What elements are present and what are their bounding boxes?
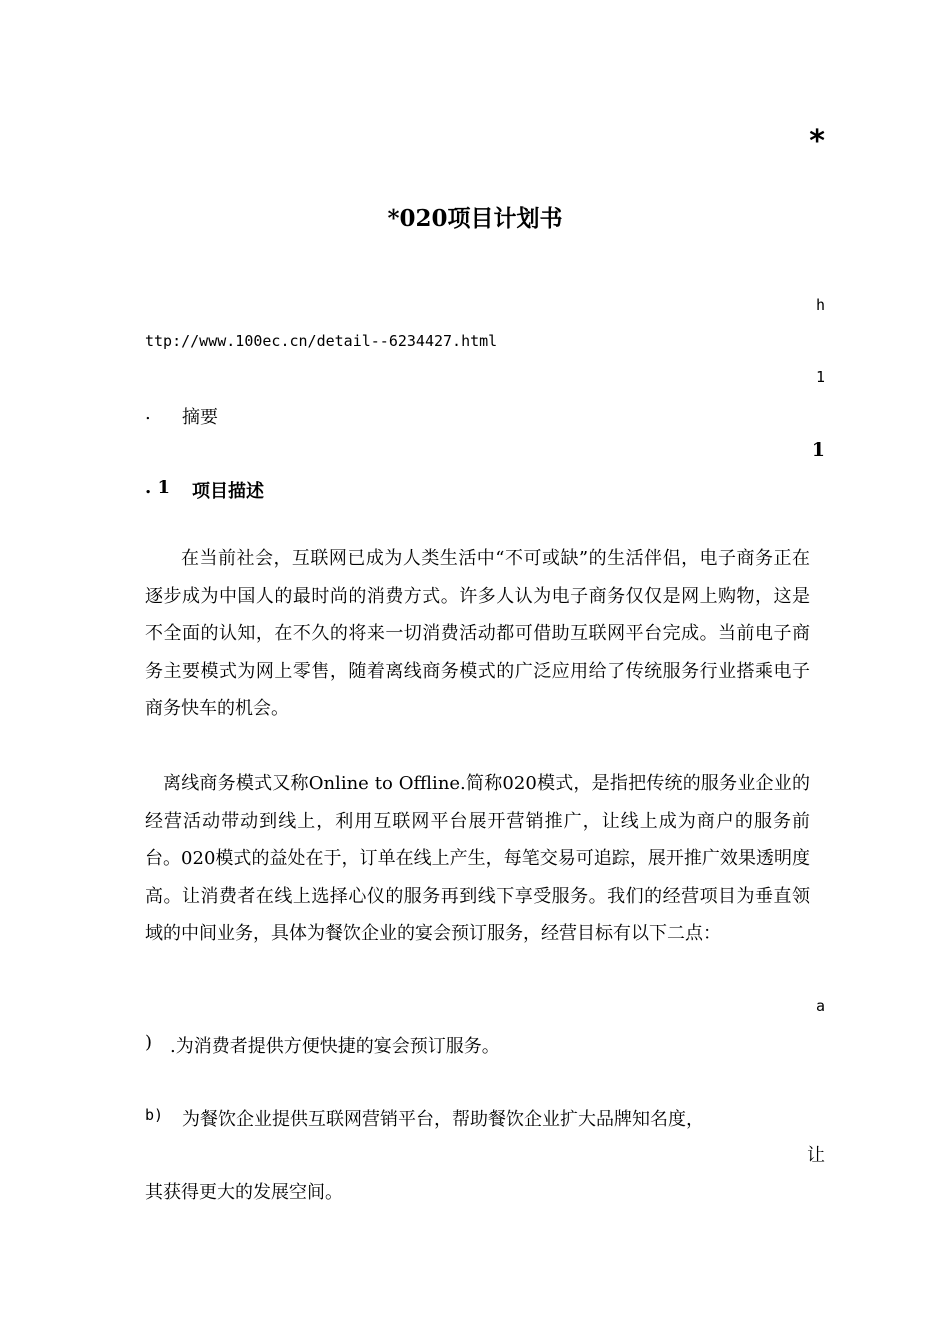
section-dot: . xyxy=(145,403,151,424)
subsection-number: . 1 xyxy=(145,477,171,498)
marginal-number: 1 xyxy=(815,368,825,386)
corner-asterisk: * xyxy=(809,124,825,159)
section-heading-summary: 摘要 xyxy=(182,407,218,428)
list-item-b-text: 为餐饮企业提供互联网营销平台，帮助餐饮企业扩大品牌知名度， xyxy=(182,1109,704,1130)
list-item-b-tail: 让 xyxy=(807,1145,825,1166)
paragraph-1: 在当前社会，互联网已成为人类生活中“不可或缺”的生活伴侣，电子商务正在逐步成为中国人的最时尚的消费方式。许多人认为电子商务仅仅是网上购物，这是不全面的认知，在不久的将来一切消费活动都可借助互联网平台完成。当前电子商务主要模式为网上零售，随着离线商务模式的广泛应用给了传统服务行业搭乘电子商务快车的机会。 xyxy=(145,548,810,719)
list-item-b-label: b) xyxy=(145,1106,164,1124)
list-item-a-letter: a xyxy=(815,997,825,1015)
url-first-char: h xyxy=(815,296,825,314)
subsection-heading-project-description: 项目描述 xyxy=(192,481,264,502)
page-title: *020项目计划书 xyxy=(387,205,563,232)
list-item-a-text: .为消费者提供方便快捷的宴会预订服务。 xyxy=(170,1036,500,1057)
list-item-a-paren: ) xyxy=(145,1032,153,1053)
marginal-number-bold: 1 xyxy=(811,439,825,461)
list-item-b-continuation: 其获得更大的发展空间。 xyxy=(145,1182,343,1203)
paragraph-2: 离线商务模式又称Online to Offline.简称020模式，是指把传统的服务业企业的经营活动带动到线上，利用互联网平台展开营销推广，让线上成为商户的服务前台。020模式的益处在于，订单在线上产生，每笔交易可追踪，展开推广效果透明度高。让消费者在线上选择心仪的服务再到线下享受服务。我们的经营项目为垂直领域的中间业务，具体为餐饮企业的宴会预订服务，经营目标有以下二点： xyxy=(145,773,810,944)
url-text: ttp://www.100ec.cn/detail--6234427.html xyxy=(145,332,498,350)
